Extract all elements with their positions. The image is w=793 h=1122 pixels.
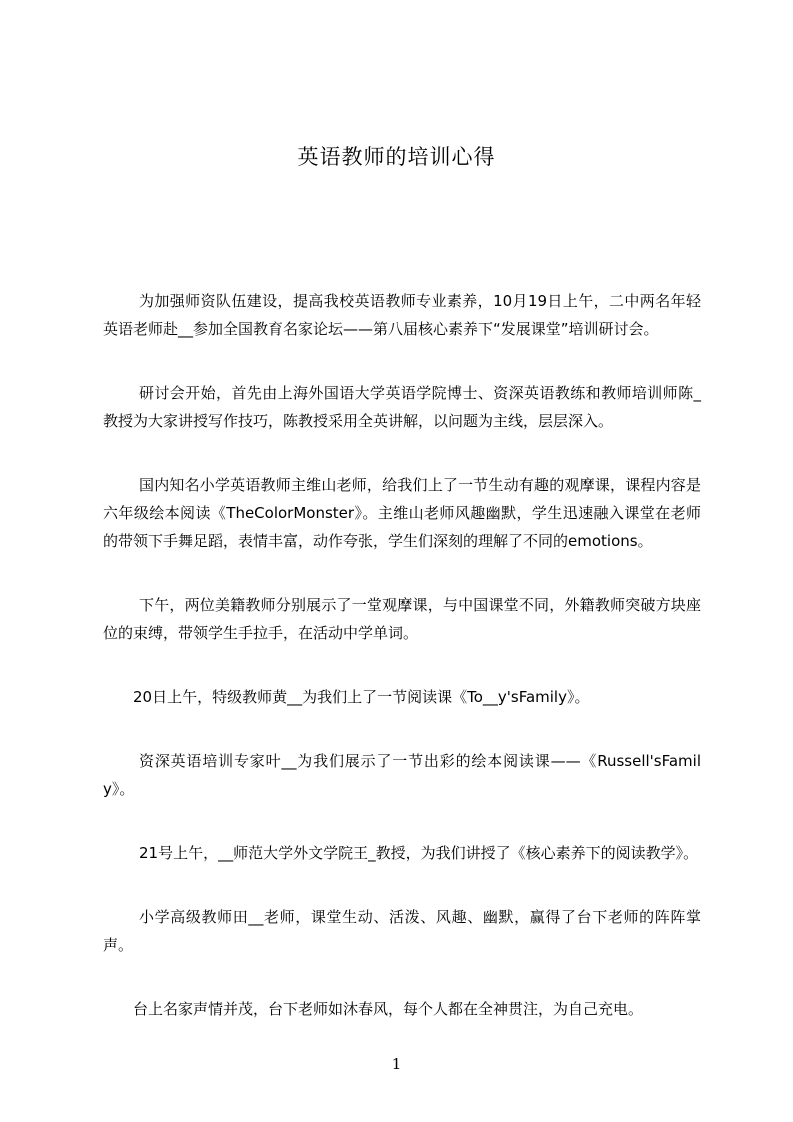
paragraph-2: 研讨会开始，首先由上海外国语大学英语学院博士、资深英语教练和教师培训师陈_教授为大家讲授写作技巧，陈教授采用全英讲解，以问题为主线，层层深入。 bbox=[103, 384, 701, 430]
paragraph-4: 下午，两位美籍教师分别展示了一堂观摩课，与中国课堂不同，外籍教师突破方块座位的束缚，带领学生手拉手，在活动中学单词。 bbox=[103, 596, 701, 642]
paragraph-7: 21号上午，__师范大学外文学院王_教授，为我们讲授了《核心素养下的阅读教学》。 bbox=[139, 844, 699, 862]
document-title: 英语教师的培训心得 bbox=[297, 145, 496, 169]
paragraph-3: 国内知名小学英语教师主维山老师，给我们上了一节生动有趣的观摩课，课程内容是六年级绘本阅读《TheColorMonster》。主维山老师风趣幽默，学生迅速融入课堂在老师的带领下手舞足蹈，表情丰富，动作夸张，学生们深刻的理解了不同的emotions。 bbox=[103, 476, 701, 550]
paragraph-5: 20日上午，特级教师黄__为我们上了一节阅读课《To__y'sFamily》。 bbox=[133, 688, 590, 706]
paragraph-1: 为加强师资队伍建设，提高我校英语教师专业素养，10月19日上午，二中两名年轻英语老师赴__参加全国教育名家论坛——第八届核心素养下“发展课堂”培训研讨会。 bbox=[103, 292, 701, 338]
paragraph-9: 台上名家声情并茂，台下老师如沐春风，每个人都在全神贯注，为自己充电。 bbox=[133, 1000, 644, 1018]
document-body bbox=[103, 287, 701, 1023]
page-number: 1 bbox=[391, 1055, 402, 1073]
paragraph-8: 小学高级教师田__老师，课堂生动、活泼、风趣、幽默，赢得了台下老师的阵阵掌声。 bbox=[103, 908, 701, 954]
paragraph-6: 资深英语培训专家叶__为我们展示了一节出彩的绘本阅读课——《Russell'sFamily》。 bbox=[103, 752, 701, 798]
